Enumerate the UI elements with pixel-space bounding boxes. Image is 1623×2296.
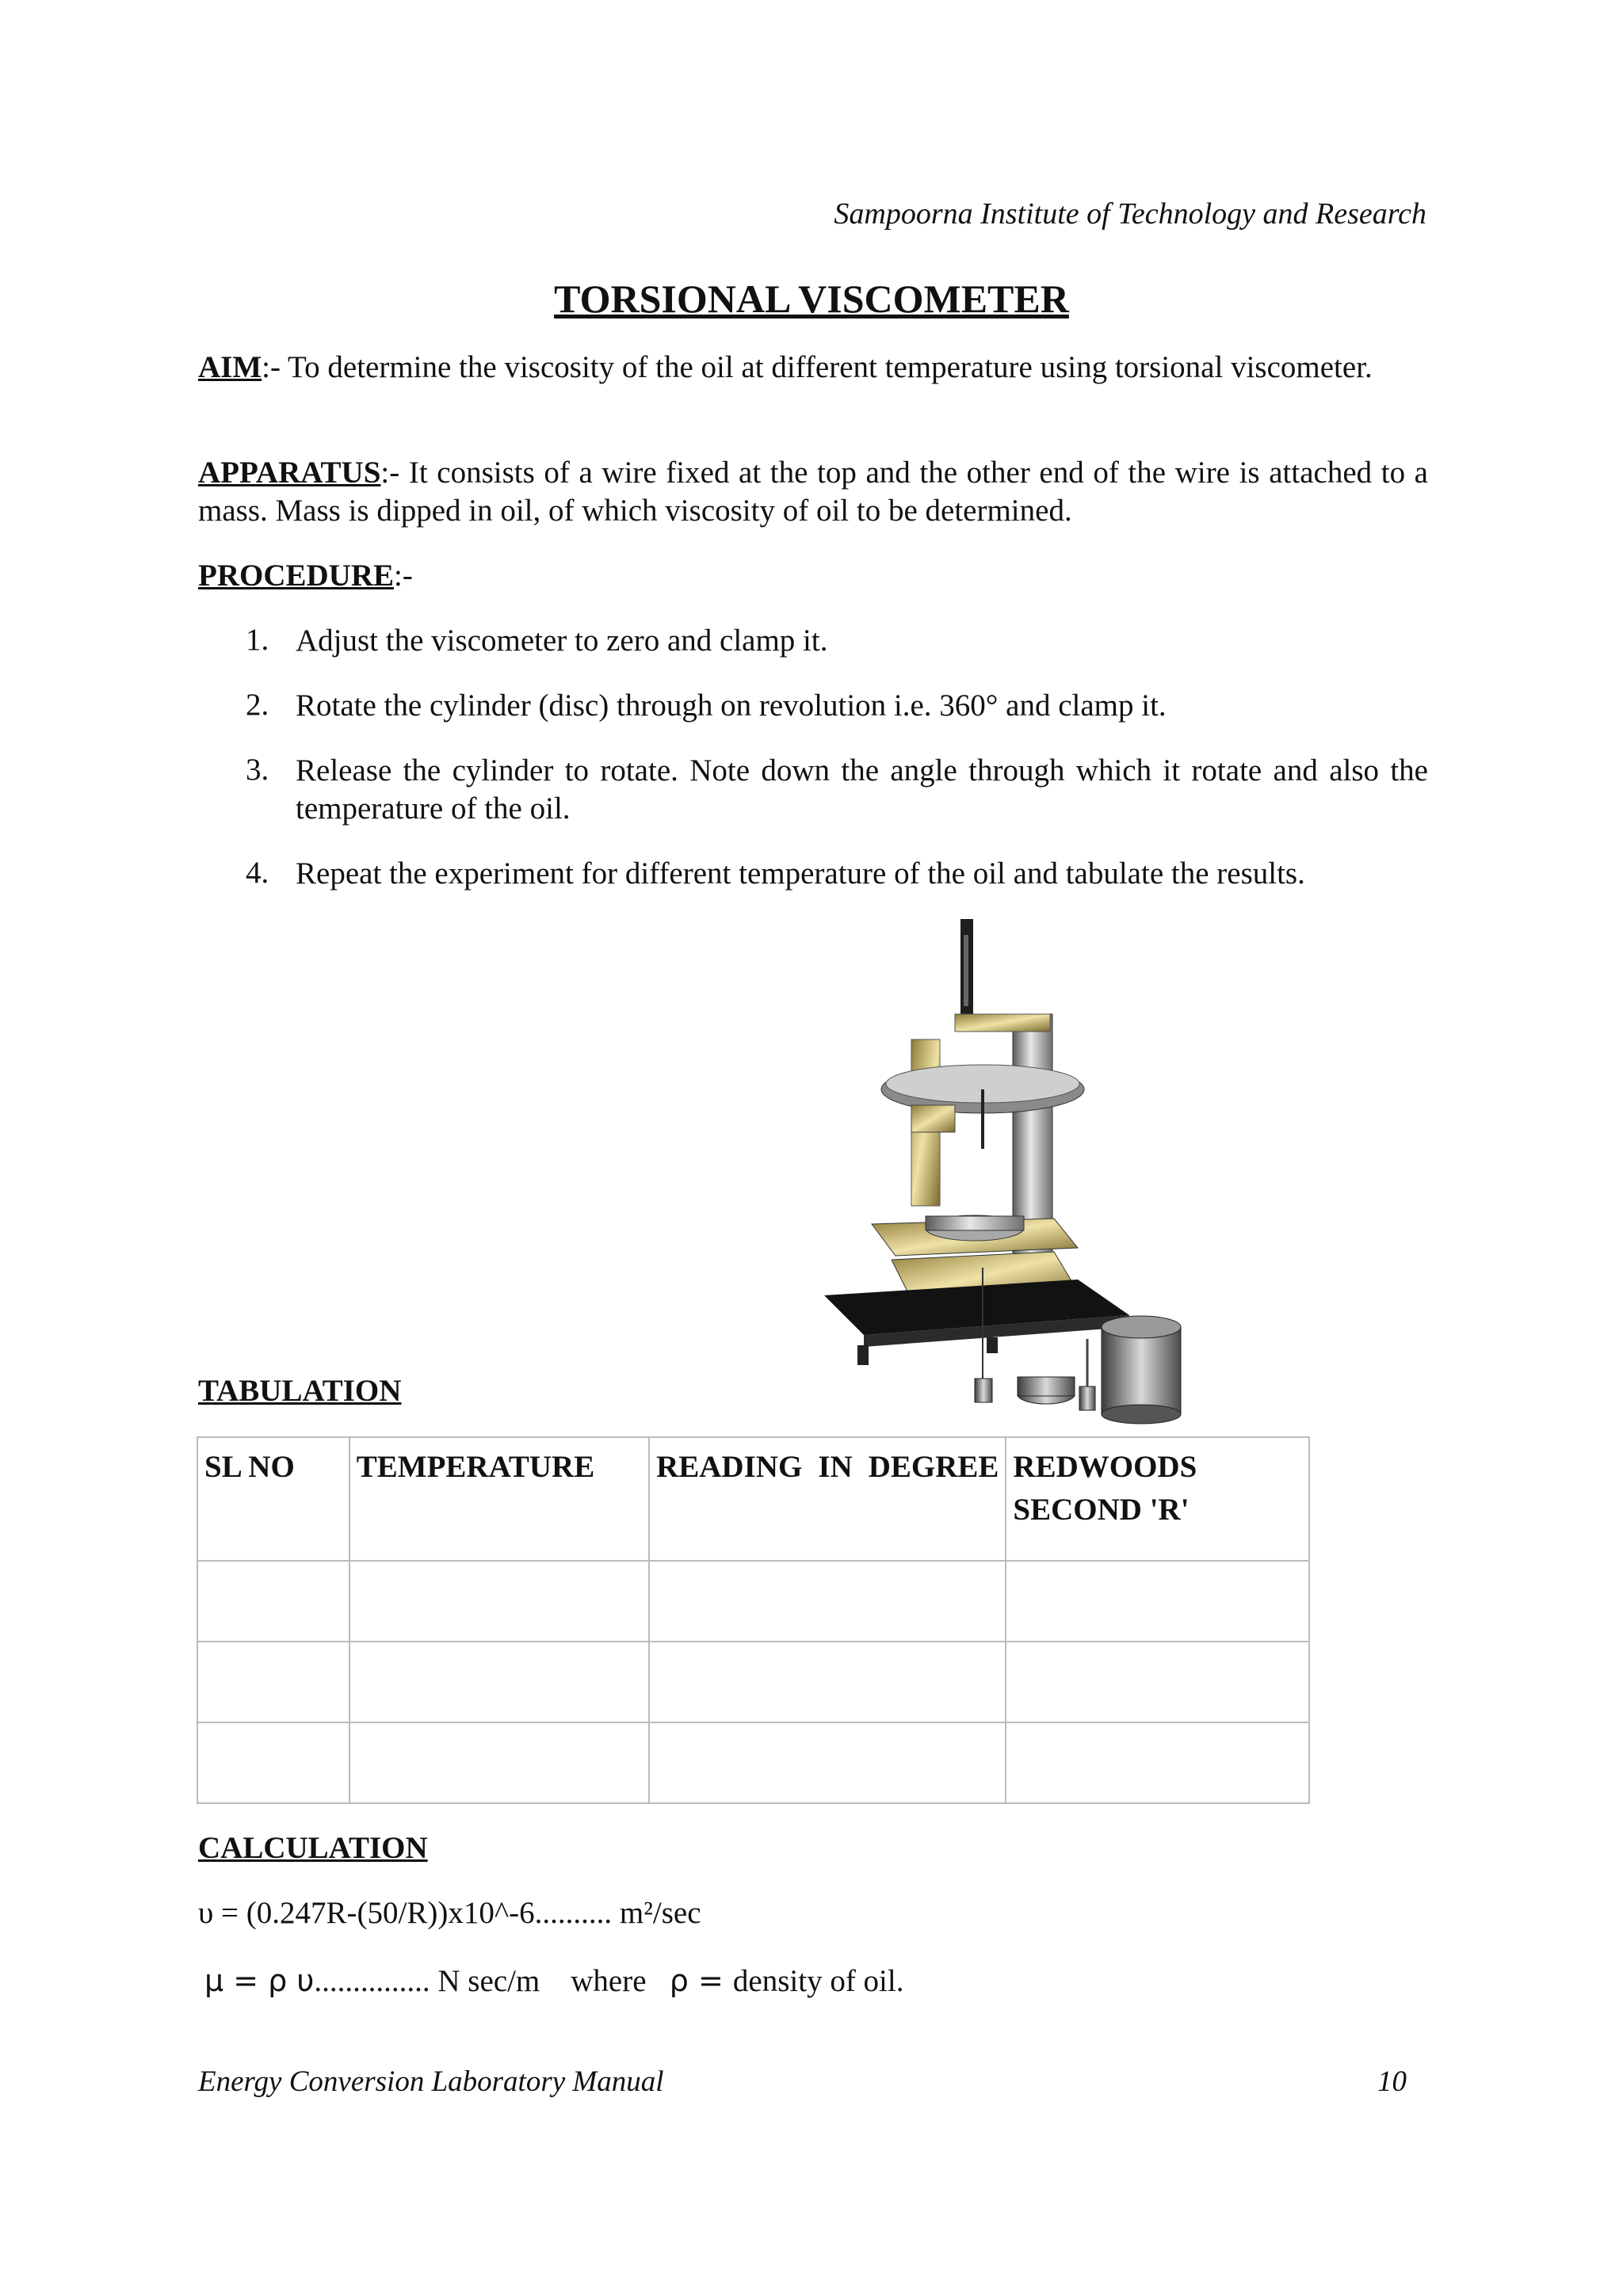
viscometer-apparatus-image (816, 919, 1189, 1426)
apparatus-paragraph (198, 454, 1428, 530)
mu-rho-upsilon: μ = ρ υ (204, 1963, 315, 1998)
procedure-heading (198, 557, 1428, 595)
aim-sep: :- (262, 350, 281, 384)
page-title: TORSIONAL VISCOMETER (554, 277, 1069, 321)
table-cell (197, 1642, 349, 1722)
apparatus-text: It consists of a wire fixed at the top and the other end of the wire is attached to a mass. Mass is dipped in oil, of which viscosity of oil to be determined. (198, 456, 1428, 528)
footer-manual-title: Energy Conversion Laboratory Manual (198, 2065, 664, 2098)
aim-text: To determine the viscosity of the oil at different temperature using torsional viscometer. (280, 350, 1373, 384)
aim-label: AIM (198, 350, 262, 384)
table-cell (349, 1642, 649, 1722)
procedure-label: PROCEDURE (198, 559, 395, 593)
step-text: Repeat the experiment for different temperature of the oil and tabulate the results. (296, 856, 1305, 891)
table-cell (1006, 1642, 1309, 1722)
kinematic-viscosity-equation: υ = (0.247R-(50/R))x10^-6.......... m²/sec (198, 1896, 701, 1930)
procedure-sep: :- (394, 559, 413, 593)
col-header-redwoods: REDWOODS SECOND 'R' (1006, 1437, 1309, 1561)
table-cell (349, 1561, 649, 1642)
table-cell (649, 1561, 1006, 1642)
apparatus-label: APPARATUS (198, 456, 381, 490)
table-cell (1006, 1722, 1309, 1803)
col-header-temperature: TEMPERATURE (349, 1437, 649, 1561)
col-header-reading: READING IN DEGREE (649, 1437, 1006, 1561)
step-text: Release the cylinder to rotate. Note down the angle through which it rotate and also the temperature of the oil. (296, 753, 1428, 826)
step-text: Adjust the viscometer to zero and clamp it. (296, 624, 828, 658)
table-cell (1006, 1561, 1309, 1642)
page-header-institute: Sampoorna Institute of Technology and Research (834, 197, 1426, 231)
eq2-units: ............... N sec/m where (314, 1964, 670, 1998)
step-number: 4. (246, 856, 269, 890)
step-text: Rotate the cylinder (disc) through on revolution i.e. 360° and clamp it. (296, 688, 1167, 723)
col-header-sl-no: SL NO (197, 1437, 349, 1561)
table-cell (649, 1642, 1006, 1722)
table-cell (197, 1722, 349, 1803)
apparatus-sep: :- (380, 456, 400, 490)
step-number: 1. (246, 623, 269, 657)
observation-table (197, 1436, 1310, 1804)
table-row (197, 1722, 1309, 1803)
step-number: 3. (246, 753, 269, 787)
table-row (197, 1642, 1309, 1722)
rho-symbol: ρ = (669, 1963, 733, 1998)
table-header-row (197, 1437, 1309, 1561)
step-number: 2. (246, 688, 269, 722)
table-cell (197, 1561, 349, 1642)
eq2-tail: density of oil. (732, 1964, 904, 1998)
table-cell (349, 1722, 649, 1803)
aim-paragraph (198, 349, 1428, 387)
table-row (197, 1561, 1309, 1642)
dynamic-viscosity-equation (204, 1963, 903, 1999)
page-number: 10 (1377, 2065, 1407, 2098)
tabulation-heading: TABULATION (198, 1374, 402, 1408)
calculation-heading: CALCULATION (198, 1831, 428, 1865)
table-cell (649, 1722, 1006, 1803)
